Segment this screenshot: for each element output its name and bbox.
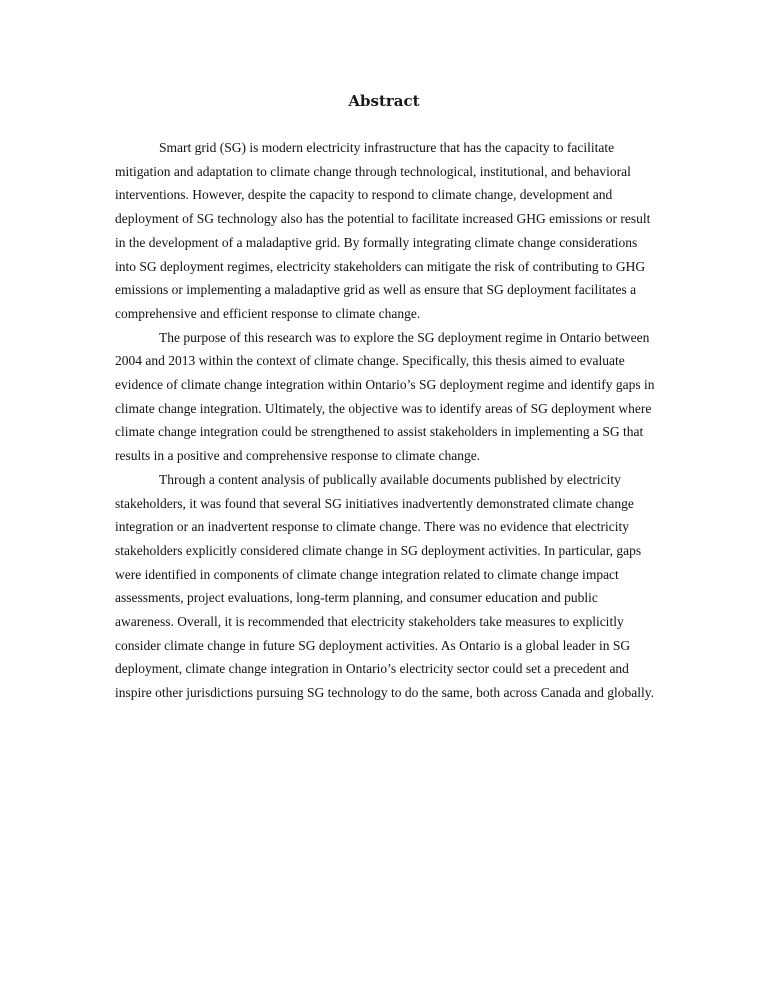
abstract-body <box>115 136 656 705</box>
abstract-paragraph-1: Smart grid (SG) is modern electricity infrastructure that has the capacity to facilitate mitigation and adaptation to climate change through technological, institutional, and behavioral interventions. However, despite the capacity to respond to climate change, development and deployment of SG technology also has the potential to facilitate increased GHG emissions or result in the development of a maladaptive grid. By formally integrating climate change considerations into SG deployment regimes, electricity stakeholders can mitigate the risk of contributing to GHG emissions or implementing a maladaptive grid as well as ensure that SG deployment facilitates a comprehensive and efficient response to climate change. <box>115 140 651 321</box>
abstract-heading: Abstract <box>348 92 420 110</box>
abstract-paragraph-2: The purpose of this research was to explore the SG deployment regime in Ontario between 2004 and 2013 within the context of climate change. Specifically, this thesis aimed to evaluate evidence of climate change integration within Ontario’s SG deployment regime and identify gaps in climate change integration. Ultimately, the objective was to identify areas of SG deployment where climate change integration could be strengthened to assist stakeholders in implementing a SG that results in a positive and comprehensive response to climate change. <box>115 329 655 464</box>
abstract-paragraph-3: Through a content analysis of publically available documents published by electricity stakeholders, it was found that several SG initiatives inadvertently demonstrated climate change integration or an inadvertent response to climate change. There was no evidence that electricity stakeholders explicitly considered climate change in SG deployment activities. In particular, gaps were identified in components of climate change integration related to climate change impact assessments, project evaluations, long-term planning, and consumer education and public awareness. Overall, it is recommended that electricity stakeholders take measures to explicitly consider climate change in future SG deployment activities. As Ontario is a global leader in SG deployment, climate change integration in Ontario’s electricity sector could set a precedent and inspire other jurisdictions pursuing SG technology to do the same, both across Canada and globally. <box>115 471 655 701</box>
